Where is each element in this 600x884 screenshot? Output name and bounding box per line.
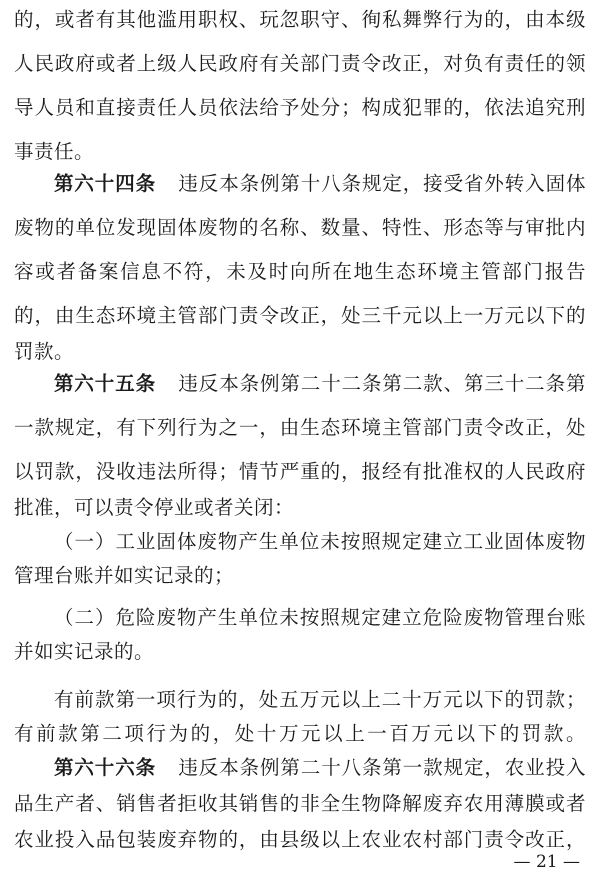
text-line: 以罚款，没收违法所得；情节严重的，报经有批准权的人民政府 [14, 460, 586, 483]
text-line: 废物的单位发现固体废物的名称、数量、特性、形态等与审批内 [14, 216, 586, 239]
text-line: 的，或者有其他滥用职权、玩忽职守、徇私舞弊行为的，由本级 [14, 8, 586, 31]
text-line: 有前款第一项行为的，处五万元以上二十万元以下的罚款； [54, 688, 586, 711]
text-line: 品生产者、销售者拒收其销售的非全生物降解废弃农用薄膜或者 [14, 792, 586, 815]
text-line: （二）危险废物产生单位未按照规定建立危险废物管理台账 [54, 606, 586, 629]
text-line: 罚款。 [14, 340, 75, 363]
text-line: 事责任。 [14, 140, 95, 163]
article-66-first-line [54, 754, 586, 782]
text-line: 管理台账并如实记录的； [14, 564, 235, 587]
page-number: — 21 — [513, 852, 580, 872]
article-65-first-line [54, 370, 586, 398]
article-66-heading: 第六十六条 [54, 756, 156, 779]
text-line: 导人员和直接责任人员依法给予处分；构成犯罪的，依法追究刑 [14, 96, 586, 119]
text-span: 违反本条例第十八条规定，接受省外转入固体 [178, 172, 586, 195]
text-line: 批准，可以责令停业或者关闭： [14, 496, 295, 519]
text-line: 并如实记录的。 [14, 640, 155, 663]
text-span: 违反本条例第二十二条第二款、第三十二条第 [178, 372, 586, 395]
text-line: 容或者备案信息不符，未及时向所在地生态环境主管部门报告 [14, 260, 586, 283]
article-64-first-line [54, 170, 586, 198]
text-line: 的，由生态环境主管部门责令改正，处三千元以上一万元以下的 [14, 304, 586, 327]
text-line: 人民政府或者上级人民政府有关部门责令改正，对负有责任的领 [14, 52, 586, 75]
text-line: 有前款第二项行为的，处十万元以上一百万元以下的罚款。 [14, 722, 586, 745]
text-line: 一款规定，有下列行为之一，由生态环境主管部门责令改正，处 [14, 416, 586, 439]
text-span: 违反本条例第二十八条第一款规定，农业投入 [178, 756, 586, 779]
text-line: 农业投入品包装废弃物的，由县级以上农业农村部门责令改正， [14, 828, 586, 851]
article-64-heading: 第六十四条 [54, 172, 156, 195]
article-65-heading: 第六十五条 [54, 372, 156, 395]
text-line: （一）工业固体废物产生单位未按照规定建立工业固体废物 [54, 530, 586, 553]
